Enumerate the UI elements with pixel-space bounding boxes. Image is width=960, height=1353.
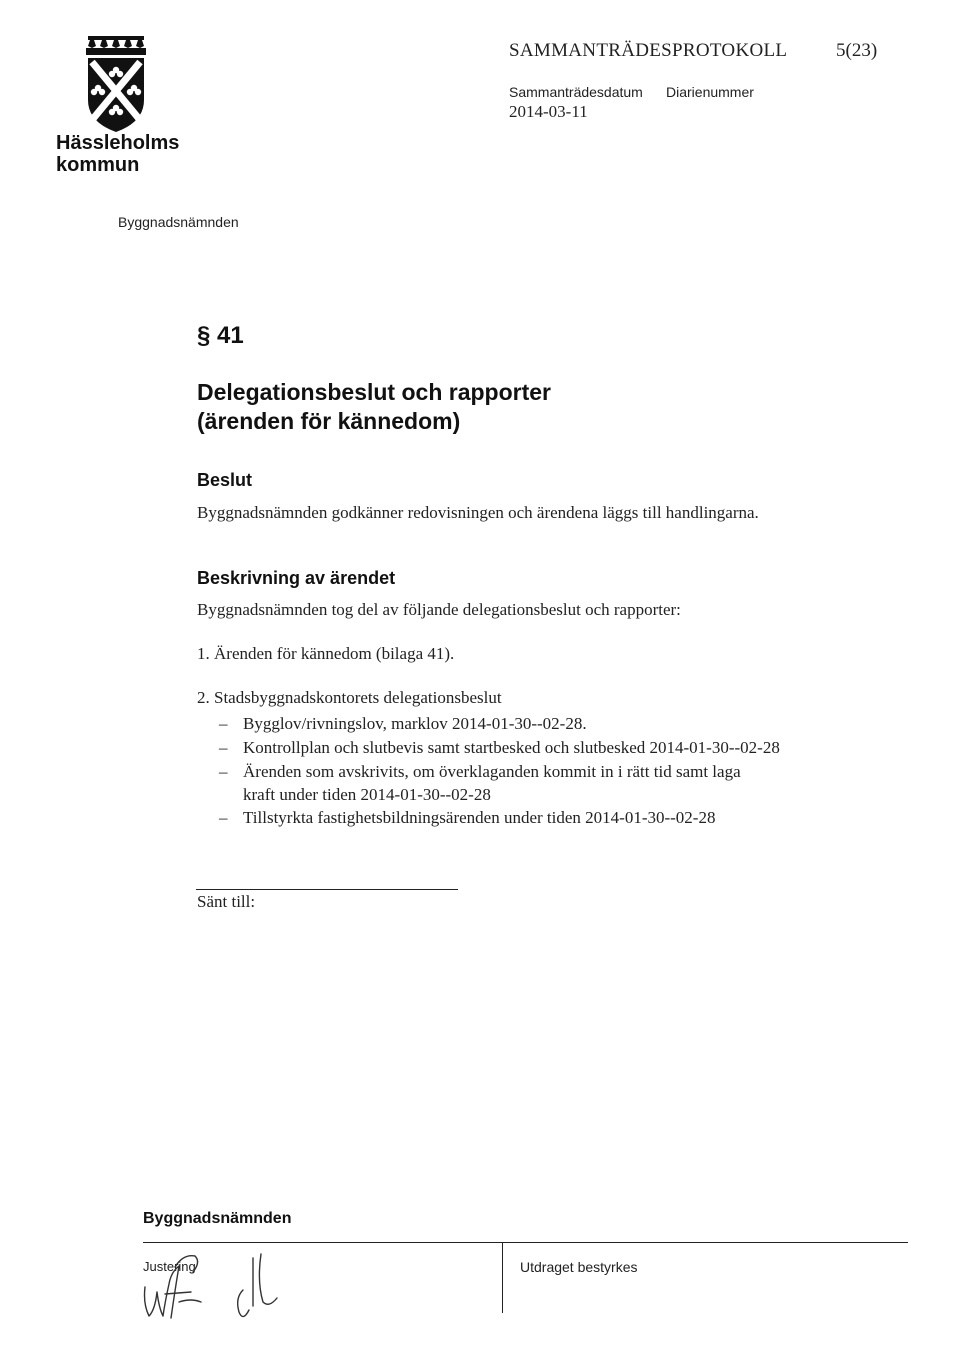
meeting-date: 2014-03-11 bbox=[509, 102, 588, 121]
bullet-item-3-text-line2: kraft under tiden 2014-01-30--02-28 bbox=[243, 785, 491, 804]
page-number: 5(23) bbox=[836, 40, 878, 61]
bullet-item-1-text: Bygglov/rivningslov, marklov 2014-01-30--02-28. bbox=[243, 714, 587, 733]
bullet-item-4 bbox=[219, 808, 715, 828]
decision-text: Byggnadsnämnden godkänner redovisningen och ärendena läggs till handlingarna. bbox=[197, 503, 759, 522]
sent-to-label: Sänt till: bbox=[197, 892, 256, 911]
justering-label: Justering bbox=[143, 1259, 196, 1274]
municipality-coat-of-arms-icon bbox=[84, 36, 148, 136]
bullet-dash: – bbox=[219, 714, 228, 733]
description-heading: Beskrivning av ärendet bbox=[197, 568, 396, 588]
bullet-item-2 bbox=[219, 738, 780, 758]
handwritten-signatures-icon bbox=[135, 1232, 305, 1332]
bullet-item-3-text-line1: Ärenden som avskrivits, om överklaganden kommit in i rätt tid samt laga bbox=[243, 762, 741, 781]
bullet-item-3 bbox=[219, 762, 741, 782]
section-title bbox=[197, 378, 551, 436]
municipality-name-line1: Hässleholms bbox=[56, 132, 180, 154]
description-intro: Byggnadsnämnden tog del av följande delegationsbeslut och rapporter: bbox=[197, 600, 681, 619]
bullet-dash: – bbox=[219, 738, 228, 757]
decision-heading: Beslut bbox=[197, 470, 253, 490]
committee-header: Byggnadsnämnden bbox=[118, 214, 239, 230]
list-item-1: 1. Ärenden för kännedom (bilaga 41). bbox=[197, 644, 455, 663]
bullet-dash: – bbox=[219, 762, 228, 781]
diary-number-label: Diarienummer bbox=[666, 84, 754, 100]
section-title-line2: (ärenden för kännedom) bbox=[197, 408, 461, 434]
sent-to-divider bbox=[196, 889, 458, 890]
certified-label: Utdraget bestyrkes bbox=[520, 1259, 638, 1275]
bullet-dash: – bbox=[219, 808, 228, 827]
bullet-item-2-text: Kontrollplan och slutbevis samt startbesked och slutbesked 2014-01-30--02-28 bbox=[243, 738, 780, 757]
document-title: SAMMANTRÄDESPROTOKOLL bbox=[509, 40, 788, 61]
list-item-2: 2. Stadsbyggnadskontorets delegationsbeslut bbox=[197, 688, 502, 707]
footer-committee: Byggnadsnämnden bbox=[143, 1210, 292, 1227]
section-title-line1: Delegationsbeslut och rapporter bbox=[197, 379, 552, 405]
municipality-name bbox=[56, 132, 179, 176]
meeting-date-label: Sammanträdesdatum bbox=[509, 84, 643, 100]
bullet-item-4-text: Tillstyrkta fastighetsbildningsärenden under tiden 2014-01-30--02-28 bbox=[243, 808, 716, 827]
section-number: § 41 bbox=[197, 322, 244, 349]
municipality-name-line2: kommun bbox=[56, 154, 140, 176]
bullet-item-1 bbox=[219, 714, 587, 734]
footer-column-divider bbox=[502, 1243, 503, 1313]
